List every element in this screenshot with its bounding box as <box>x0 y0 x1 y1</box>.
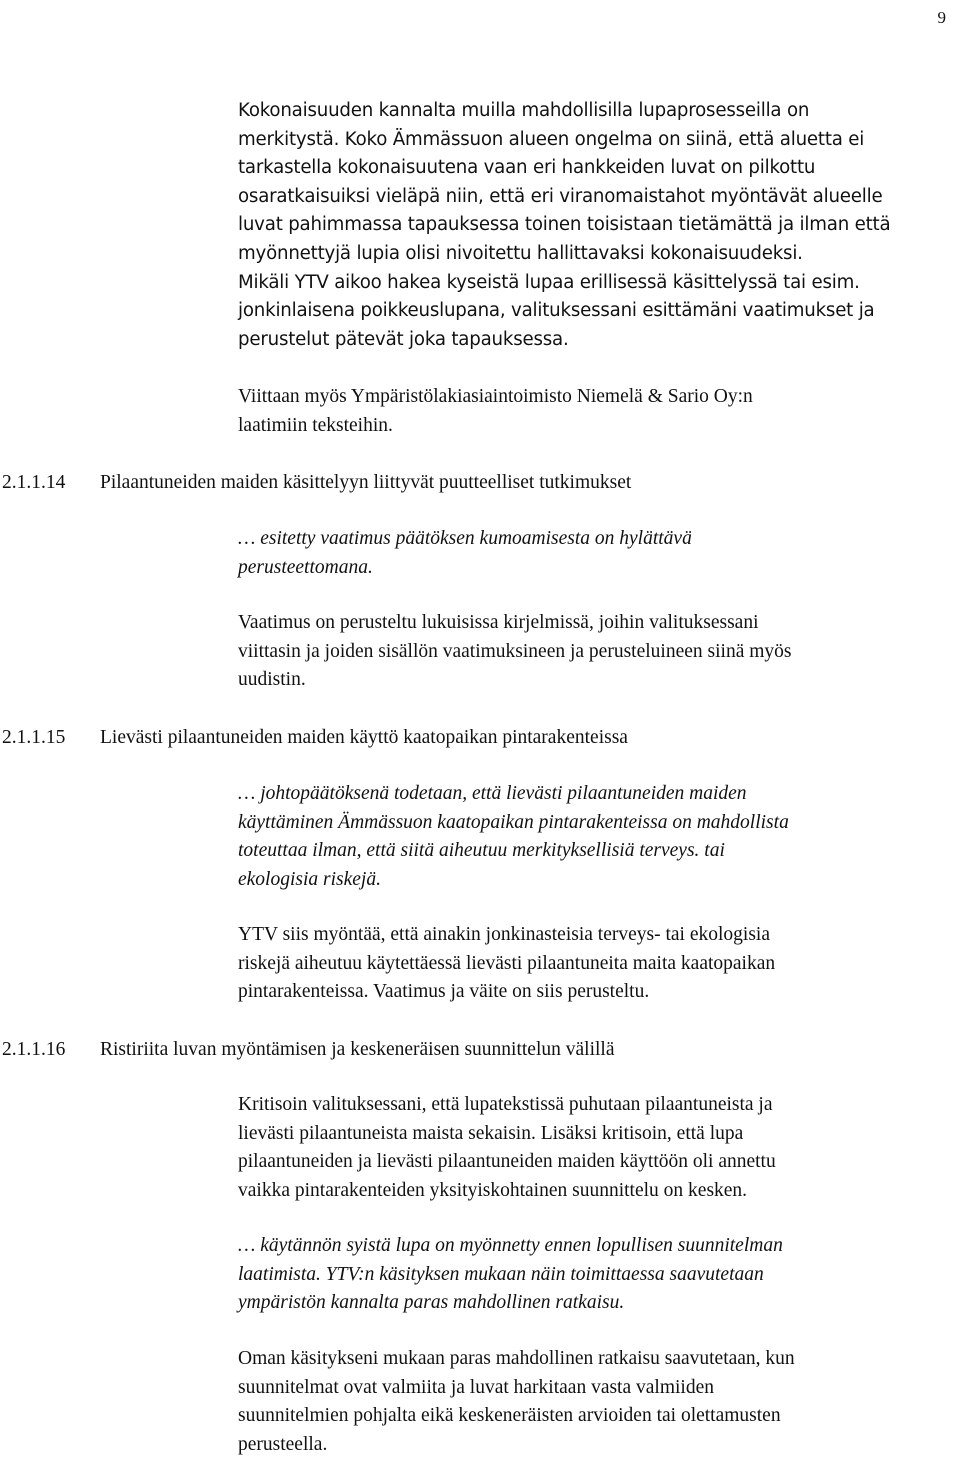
section-heading-16 <box>2 1036 614 1064</box>
text-line: merkitystä. Koko Ämmässuon alueen ongelma on siinä, että aluetta ei <box>238 128 865 150</box>
text-line: laatimista. YTV:n käsityksen mukaan näin toimittaessa saavutetaan <box>238 1263 764 1285</box>
text-line: tarkastella kokonaisuutena vaan eri hankkeiden luvat on pilkottu <box>238 157 816 179</box>
text-line: perusteella. <box>238 1433 328 1455</box>
text-line: ekologisia riskejä. <box>238 868 381 890</box>
body-paragraph <box>238 609 938 695</box>
body-paragraph <box>238 1345 938 1459</box>
text-line: Vaatimus on perusteltu lukuisissa kirjelmissä, joihin valituksessani <box>238 612 759 633</box>
text-line: Kokonaisuuden kannalta muilla mahdollisilla lupaprosesseilla on <box>238 100 810 121</box>
section-heading-15 <box>2 724 628 752</box>
body-paragraph <box>238 921 938 1007</box>
text-line: Viittaan myös Ympäristölakiasiaintoimisto Niemelä & Sario Oy:n <box>238 386 753 407</box>
quote-block <box>238 780 938 894</box>
text-line: … johtopäätöksenä todetaan, että lievästi pilaantuneiden maiden <box>238 783 747 804</box>
section-heading-14 <box>2 469 631 497</box>
section-title: Ristiriita luvan myöntämisen ja keskeneräisen suunnittelun välillä <box>100 1039 615 1060</box>
text-line: suunnitelmat ovat valmiita ja luvat harkitaan vasta valmiiden <box>238 1376 714 1398</box>
quote-block <box>238 525 938 582</box>
quote-block <box>238 1232 938 1318</box>
text-line: uudistin. <box>238 669 306 691</box>
text-line: Kritisoin valituksessani, että lupatekstissä puhutaan pilaantuneista ja <box>238 1094 773 1115</box>
page-number: 9 <box>937 8 946 27</box>
text-line: ympäristön kannalta paras mahdollinen ratkaisu. <box>238 1292 625 1314</box>
text-line: vaikka pintarakenteiden yksityiskohtainen suunnittelu on kesken. <box>238 1179 748 1201</box>
section-title: Lievästi pilaantuneiden maiden käyttö kaatopaikan pintarakenteissa <box>100 727 628 748</box>
text-line: pilaantuneiden ja lievästi pilaantuneiden maiden käyttöön oli annettu <box>238 1151 776 1173</box>
text-line: … käytännön syistä lupa on myönnetty ennen lopullisen suunnitelman <box>238 1235 783 1256</box>
text-line: lievästi pilaantuneista maista sekaisin. Lisäksi kritisoin, että lupa <box>238 1122 744 1144</box>
reference-paragraph <box>238 383 938 440</box>
text-line: viittasin ja joiden sisällön vaatimuksineen ja perusteluineen siinä myös <box>238 640 792 662</box>
text-line: toteuttaa ilman, että siitä aiheutuu merkityksellisiä terveys. tai <box>238 840 725 862</box>
intro-paragraph <box>238 97 938 354</box>
section-title: Pilaantuneiden maiden käsittelyyn liittyvät puutteelliset tutkimukset <box>100 472 632 493</box>
text-line: laatimiin teksteihin. <box>238 414 393 436</box>
text-line: luvat pahimmassa tapauksessa toinen toisistaan tietämättä ja ilman että <box>238 214 891 236</box>
text-line: Oman käsitykseni mukaan paras mahdollinen ratkaisu saavutetaan, kun <box>238 1348 795 1369</box>
text-line: pintarakenteissa. Vaatimus ja väite on siis perusteltu. <box>238 981 650 1003</box>
text-line: … esitetty vaatimus päätöksen kumoamisesta on hylättävä <box>238 528 692 549</box>
text-line: Mikäli YTV aikoo hakea kyseistä lupaa erillisessä käsittelyssä tai esim. <box>238 271 860 293</box>
section-number: 2.1.1.15 <box>2 727 66 748</box>
section-number: 2.1.1.14 <box>2 472 66 493</box>
text-line: jonkinlaisena poikkeuslupana, valituksessani esittämäni vaatimukset ja <box>238 300 875 322</box>
text-line: riskejä aiheutuu käytettäessä lievästi pilaantuneita maita kaatopaikan <box>238 952 776 974</box>
text-line: käyttäminen Ämmässuon kaatopaikan pintarakenteissa on mahdollista <box>238 811 789 833</box>
text-line: suunnitelmien pohjalta eikä keskeneräisten arvioiden tai olettamusten <box>238 1405 781 1427</box>
text-line: YTV siis myöntää, että ainakin jonkinasteisia terveys- tai ekologisia <box>238 924 770 945</box>
body-paragraph <box>238 1091 938 1205</box>
text-line: osaratkaisuiksi vieläpä niin, että eri viranomaistahot myöntävät alueelle <box>238 185 883 207</box>
text-line: myönnettyjä lupia olisi nivoitettu hallittavaksi kokonaisuudeksi. <box>238 242 803 264</box>
section-number: 2.1.1.16 <box>2 1039 66 1060</box>
text-line: perusteettomana. <box>238 556 373 578</box>
text-line: perustelut pätevät joka tapauksessa. <box>238 328 569 350</box>
